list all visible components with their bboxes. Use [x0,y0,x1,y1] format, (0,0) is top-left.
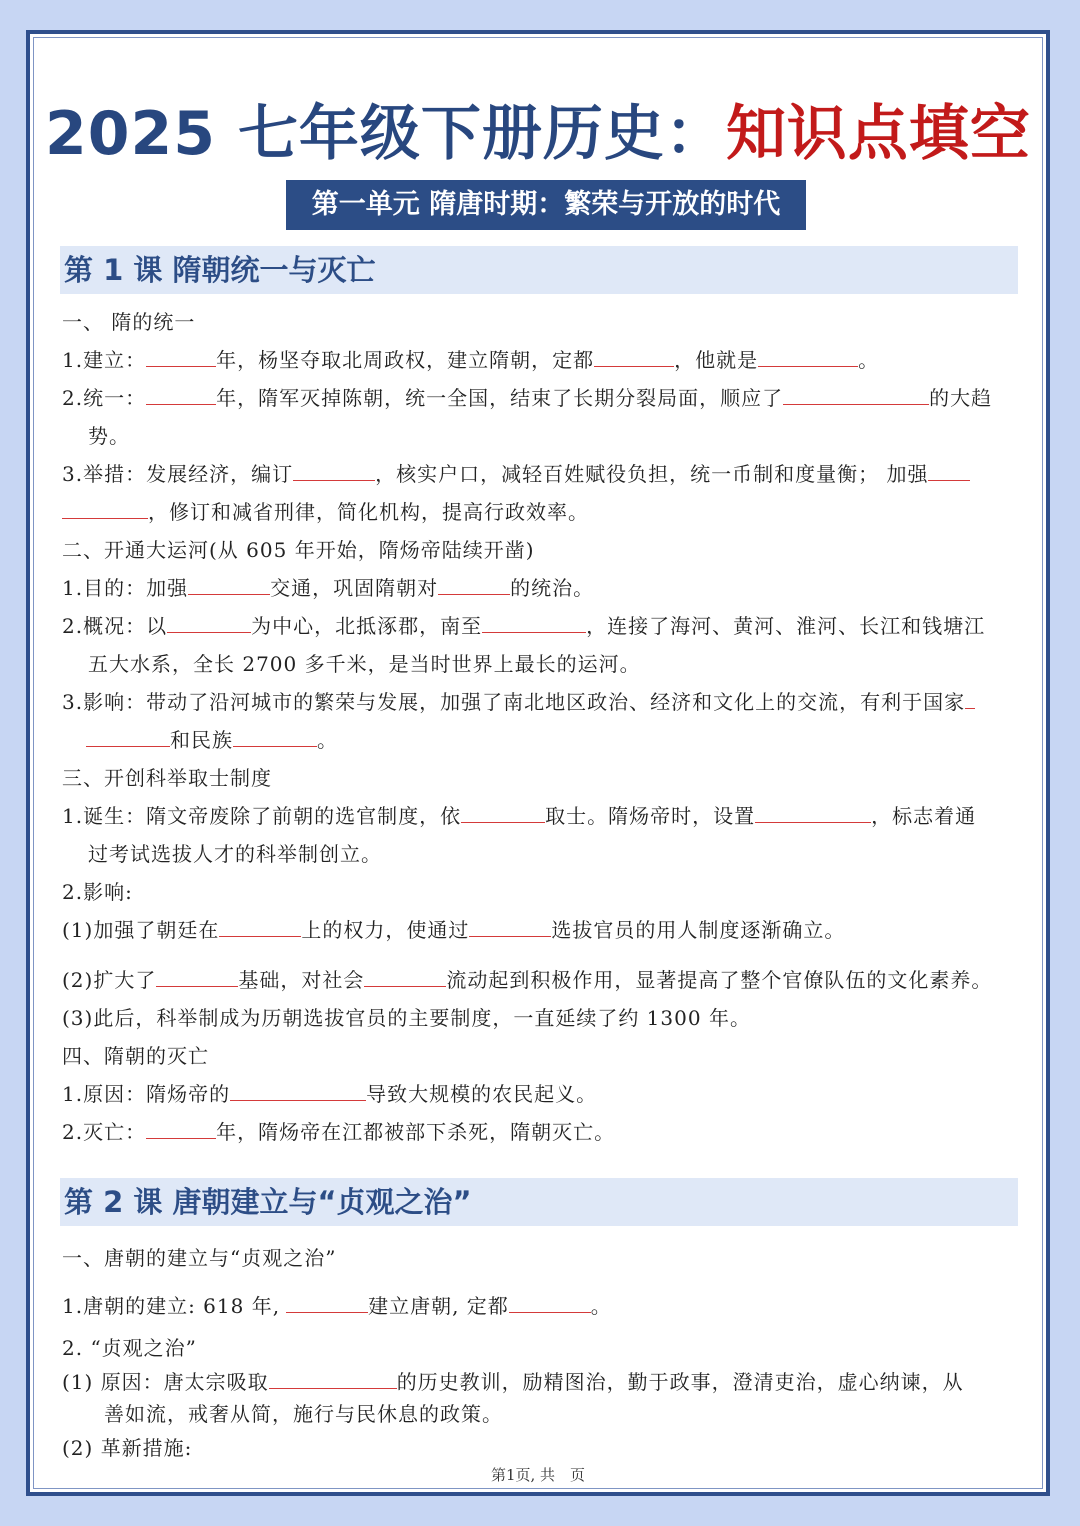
page-footer: 第1页, 共 页 [490,1466,586,1484]
text: 选拔官员的用人制度逐渐确立。 [551,918,846,942]
l1-line-3b [62,496,589,525]
l1-line-13 [62,1116,615,1145]
lesson-2-heading: 第 2 课 唐朝建立与“贞观之治” [60,1178,1018,1226]
text: 的统治。 [510,576,595,600]
text: (2)扩大了 [62,968,157,992]
fill-blank [928,460,970,481]
fill-blank [293,460,375,481]
fill-blank [469,916,551,937]
text: 1.唐朝的建立: 618 年, [62,1294,281,1318]
fill-blank [286,1292,368,1313]
fill-blank [482,612,586,633]
l1-line-9 [62,914,845,943]
fill-blank [62,498,148,519]
text: 1.建立： [62,348,147,372]
l2-section-1: 一、唐朝的建立与“贞观之治” [62,1246,337,1270]
l1-line-7b: 过考试选拔人才的科举制创立。 [88,842,382,866]
l1-line-12 [62,1078,597,1107]
fill-blank [509,1292,591,1313]
title-highlight: 知识点填空 [725,99,1031,169]
text: 导致大规模的农民起义。 [366,1082,598,1106]
l1-line-5 [62,610,985,639]
title-separator: ： [664,99,726,169]
l1-line-5b: 五大水系，全长 2700 多千米，是当时世界上最长的运河。 [88,652,641,676]
text: 交通，巩固隋朝对 [270,576,439,600]
text: 建立唐朝, 定都 [368,1294,509,1318]
l1-line-7 [62,800,976,829]
text: 2.统一： [62,386,147,410]
unit-banner: 第一单元 隋唐时期：繁荣与开放的时代 [286,180,806,230]
fill-blank [594,346,674,367]
l2-line-4: (2) 革新措施: [62,1436,193,1460]
fill-blank [965,688,975,709]
text: 3.影响：带动了沿河城市的繁荣与发展，加强了南北地区政治、经济和文化上的交流，有利于国家 [62,690,966,714]
text: 2.概况：以 [62,614,168,638]
text: (1) 原因：唐太宗吸取 [62,1370,269,1394]
l1-line-3 [62,458,970,487]
fill-blank [269,1368,397,1389]
fill-blank [364,966,446,987]
fill-blank [758,346,858,367]
fill-blank [461,802,545,823]
title-main: 七年级下册历史 [237,99,665,169]
title-year: 2025 [45,99,217,169]
l1-line-2b: 势。 [88,424,130,448]
l1-section-1: 一、 隋的统一 [62,310,196,334]
text: 和民族 [170,728,233,752]
lesson-1-heading: 第 1 课 隋朝统一与灭亡 [60,246,1018,294]
l2-line-1 [62,1290,612,1319]
fill-blank [188,574,270,595]
fill-blank [233,726,317,747]
text: 上的权力，使通过 [301,918,470,942]
text: 为中心，北抵涿郡，南至 [251,614,483,638]
l1-line-6 [62,686,975,715]
page-title [30,86,1046,172]
text: 的大趋 [929,386,993,410]
text: 1.目的：加强 [62,576,189,600]
l1-line-4 [62,572,594,601]
l1-line-6b [62,724,338,753]
l1-line-8: 2.影响: [62,880,133,904]
l1-line-1 [62,344,879,373]
l1-section-3: 三、开创科举取士制度 [62,766,272,790]
l2-line-3 [62,1366,964,1395]
text: 流动起到积极作用，显著提高了整个官僚队伍的文化素养。 [446,968,993,992]
text: 取士。隋炀帝时，设置 [545,804,756,828]
fill-blank [86,726,170,747]
l1-line-10 [62,964,992,993]
l1-line-11: (3)此后，科举制成为历朝选拔官员的主要制度，一直延续了约 1300 年。 [62,1006,751,1030]
fill-blank [219,916,301,937]
fill-blank [438,574,510,595]
text: 基础，对社会 [238,968,365,992]
text: 3.举措：发展经济，编订 [62,462,294,486]
text: ，他就是 [674,348,759,372]
fill-blank [146,1118,216,1139]
text: 年，隋军灭掉陈朝，统一全国，结束了长期分裂局面，顺应了 [216,386,784,410]
l1-line-2 [62,382,992,411]
text: 。 [317,728,338,752]
text: (1)加强了朝廷在 [62,918,220,942]
text: 的历史教训，励精图治，勤于政事，澄清吏治，虚心纳谏，从 [396,1370,964,1394]
fill-blank [167,612,251,633]
fill-blank [783,384,929,405]
l1-section-4: 四、隋朝的灭亡 [62,1044,209,1068]
worksheet-page [26,30,1050,1496]
text: 。 [590,1294,612,1318]
fill-blank [146,384,216,405]
l2-line-3b: 善如流，戒奢从简，施行与民休息的政策。 [104,1402,503,1426]
text: ，连接了海河、黄河、淮河、长江和钱塘江 [586,614,986,638]
fill-blank [156,966,238,987]
text: ，标志着通 [871,804,977,828]
text: 1.诞生：隋文帝废除了前朝的选官制度，依 [62,804,462,828]
text: ，核实户口，减轻百姓赋役负担，统一币制和度量衡； 加强 [375,462,929,486]
text: 年，杨坚夺取北周政权，建立隋朝，定都 [216,348,595,372]
text: 。 [858,348,880,372]
l2-line-2: 2. “贞观之治” [62,1336,197,1360]
fill-blank [755,802,871,823]
l1-section-2: 二、开通大运河(从 605 年开始，隋炀帝陆续开凿) [62,538,535,562]
text: 1.原因：隋炀帝的 [62,1082,231,1106]
text: 2.灭亡： [62,1120,147,1144]
fill-blank [146,346,216,367]
text: ，修订和减省刑律，简化机构，提高行政效率。 [148,500,589,524]
text: 年，隋炀帝在江都被部下杀死，隋朝灭亡。 [216,1120,616,1144]
fill-blank [230,1080,366,1101]
